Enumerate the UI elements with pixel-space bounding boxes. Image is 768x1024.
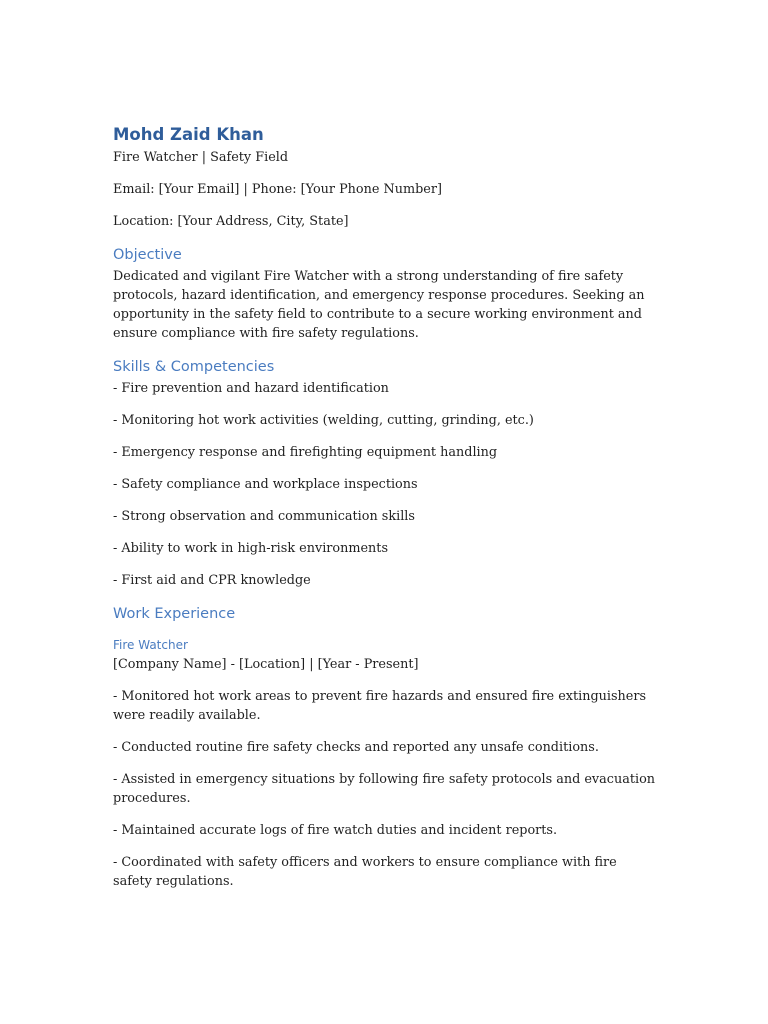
location-line: Location: [Your Address, City, State] xyxy=(113,214,349,229)
skill-item: - Safety compliance and workplace inspections xyxy=(113,477,418,492)
experience-item: - Monitored hot work areas to prevent fire hazards and ensured fire extinguishers were readily available. xyxy=(113,689,647,723)
skill-item: - Monitoring hot work activities (welding, cutting, grinding, etc.) xyxy=(113,413,534,428)
resume-page xyxy=(113,124,658,891)
objective-heading: Objective xyxy=(113,247,182,263)
skills-heading: Skills & Competencies xyxy=(113,359,275,375)
experience-item: - Maintained accurate logs of fire watch duties and incident reports. xyxy=(113,823,558,838)
skill-item: - Emergency response and firefighting equipment handling xyxy=(113,445,498,460)
experience-item: - Assisted in emergency situations by following fire safety protocols and evacuation procedures. xyxy=(113,772,656,806)
skill-item: - First aid and CPR knowledge xyxy=(113,573,311,588)
experience-heading: Work Experience xyxy=(113,606,236,622)
job-title: Fire Watcher xyxy=(113,638,188,652)
job-meta: [Company Name] - [Location] | [Year - Present] xyxy=(113,657,419,672)
skill-item: - Fire prevention and hazard identification xyxy=(113,381,389,396)
candidate-name: Mohd Zaid Khan xyxy=(113,125,264,144)
experience-item: - Conducted routine fire safety checks and reported any unsafe conditions. xyxy=(113,740,599,755)
skill-item: - Ability to work in high-risk environments xyxy=(113,541,389,556)
skill-item: - Strong observation and communication skills xyxy=(113,509,415,524)
experience-item: - Coordinated with safety officers and workers to ensure compliance with fire safety regulations. xyxy=(113,855,617,889)
contact-line: Email: [Your Email] | Phone: [Your Phone Number] xyxy=(113,182,442,197)
title-line: Fire Watcher | Safety Field xyxy=(113,150,289,165)
objective-text: Dedicated and vigilant Fire Watcher with a strong understanding of fire safety protocols, hazard identification, and emergency response procedures. Seeking an opportunity in the safety field to contribute to a secure working environment and ensure compliance with fire safety regulations. xyxy=(113,269,645,341)
